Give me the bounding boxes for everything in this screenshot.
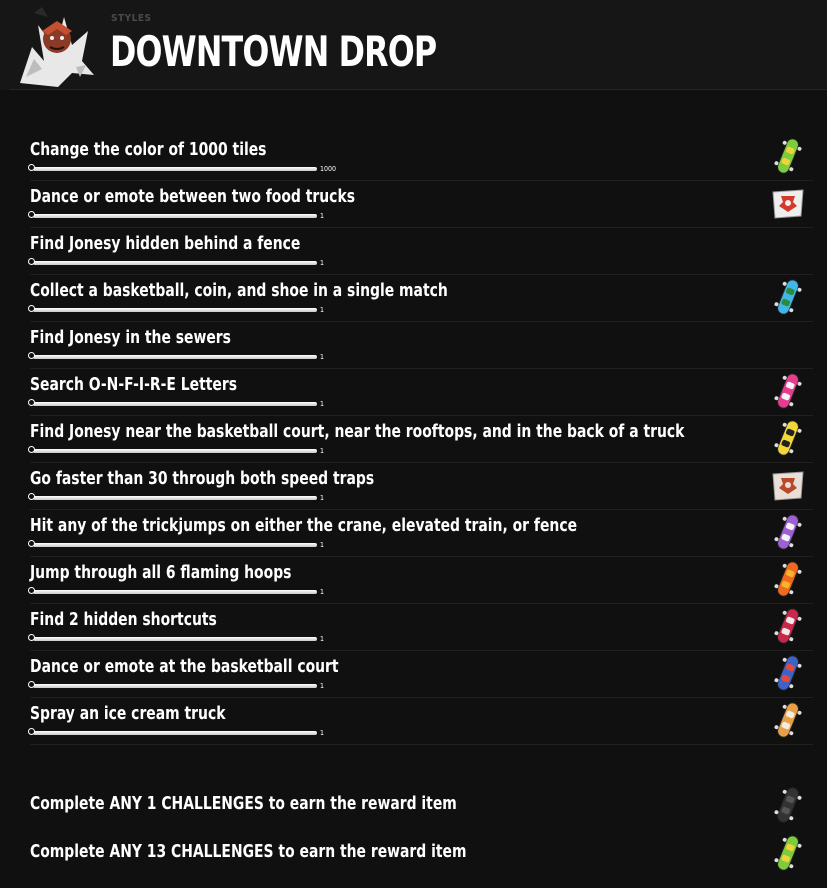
reward-spray-icon[interactable] xyxy=(769,466,807,504)
progress-start-marker xyxy=(28,258,35,265)
progress-bar xyxy=(33,214,317,218)
progress-bar xyxy=(33,496,317,500)
challenge-label: Dance or emote at the basketball court xyxy=(30,656,339,677)
challenge-row[interactable] xyxy=(30,416,813,463)
reward-skateboard-icon[interactable] xyxy=(769,701,807,739)
reward-skateboard-icon[interactable] xyxy=(769,607,807,645)
completion-reward-label: Complete ANY 1 CHALLENGES to earn the reward item xyxy=(30,793,457,814)
challenge-label: Find Jonesy near the basketball court, near the rooftops, and in the back of a truck xyxy=(30,421,685,442)
challenge-row[interactable] xyxy=(30,604,813,651)
progress-bar xyxy=(33,684,317,688)
style-emblem-icon xyxy=(12,3,98,89)
challenge-label: Spray an ice cream truck xyxy=(30,703,226,724)
section-tag: STYLES xyxy=(111,13,152,24)
completion-reward-list xyxy=(30,783,813,879)
progress-goal: 1 xyxy=(320,259,325,267)
progress-goal: 1 xyxy=(320,682,325,690)
progress-goal: 1 xyxy=(320,635,325,643)
challenge-label: Find 2 hidden shortcuts xyxy=(30,609,217,630)
challenge-row[interactable] xyxy=(30,510,813,557)
reward-skateboard-icon[interactable] xyxy=(769,419,807,457)
challenge-row[interactable] xyxy=(30,275,813,322)
progress-goal: 1 xyxy=(320,541,325,549)
challenge-row[interactable] xyxy=(30,322,813,369)
reward-skateboard-icon[interactable] xyxy=(769,137,807,175)
header-divider xyxy=(10,89,827,90)
challenge-row[interactable] xyxy=(30,228,813,275)
progress-start-marker xyxy=(28,164,35,171)
progress-start-marker xyxy=(28,211,35,218)
challenge-row[interactable] xyxy=(30,557,813,604)
progress-bar xyxy=(33,261,317,265)
challenge-label: Change the color of 1000 tiles xyxy=(30,139,267,160)
progress-start-marker xyxy=(28,681,35,688)
reward-skateboard-icon[interactable] xyxy=(769,834,807,872)
progress-start-marker xyxy=(28,305,35,312)
progress-goal: 1 xyxy=(320,494,325,502)
challenge-row[interactable] xyxy=(30,369,813,416)
challenge-label: Search O-N-F-I-R-E Letters xyxy=(30,374,238,395)
progress-bar xyxy=(33,355,317,359)
completion-reward-label: Complete ANY 13 CHALLENGES to earn the reward item xyxy=(30,841,467,862)
progress-start-marker xyxy=(28,446,35,453)
progress-bar xyxy=(33,731,317,735)
header xyxy=(0,0,827,90)
page-title: DOWNTOWN DROP xyxy=(110,27,437,76)
progress-bar xyxy=(33,167,317,171)
completion-reward-row[interactable] xyxy=(30,831,813,879)
challenge-row[interactable] xyxy=(30,134,813,181)
progress-goal: 1 xyxy=(320,588,325,596)
challenge-row[interactable] xyxy=(30,698,813,745)
progress-goal: 1 xyxy=(320,729,325,737)
progress-start-marker xyxy=(28,540,35,547)
challenge-label: Hit any of the trickjumps on either the crane, elevated train, or fence xyxy=(30,515,578,536)
challenge-label: Find Jonesy in the sewers xyxy=(30,327,231,348)
progress-bar xyxy=(33,402,317,406)
progress-bar xyxy=(33,637,317,641)
progress-goal: 1 xyxy=(320,212,325,220)
progress-goal: 1 xyxy=(320,306,325,314)
reward-skateboard-icon[interactable] xyxy=(769,560,807,598)
progress-bar xyxy=(33,543,317,547)
challenge-label: Jump through all 6 flaming hoops xyxy=(30,562,292,583)
challenge-row[interactable] xyxy=(30,651,813,698)
progress-start-marker xyxy=(28,352,35,359)
challenge-label: Collect a basketball, coin, and shoe in a single match xyxy=(30,280,448,301)
progress-goal: 1 xyxy=(320,447,325,455)
challenge-list xyxy=(30,134,813,745)
progress-start-marker xyxy=(28,587,35,594)
progress-start-marker xyxy=(28,399,35,406)
challenge-row[interactable] xyxy=(30,463,813,510)
progress-goal: 1000 xyxy=(320,165,337,173)
progress-bar xyxy=(33,590,317,594)
reward-skateboard-icon[interactable] xyxy=(769,654,807,692)
challenge-row[interactable] xyxy=(30,181,813,228)
reward-spray-icon[interactable] xyxy=(769,184,807,222)
challenge-label: Go faster than 30 through both speed traps xyxy=(30,468,375,489)
reward-skateboard-icon[interactable] xyxy=(769,786,807,824)
challenge-label: Find Jonesy hidden behind a fence xyxy=(30,233,301,254)
progress-start-marker xyxy=(28,493,35,500)
progress-start-marker xyxy=(28,728,35,735)
reward-skateboard-icon[interactable] xyxy=(769,278,807,316)
reward-skateboard-icon[interactable] xyxy=(769,372,807,410)
reward-skateboard-icon[interactable] xyxy=(769,513,807,551)
progress-goal: 1 xyxy=(320,353,325,361)
progress-start-marker xyxy=(28,634,35,641)
progress-bar xyxy=(33,449,317,453)
completion-reward-row[interactable] xyxy=(30,783,813,831)
progress-goal: 1 xyxy=(320,400,325,408)
challenge-label: Dance or emote between two food trucks xyxy=(30,186,355,207)
progress-bar xyxy=(33,308,317,312)
